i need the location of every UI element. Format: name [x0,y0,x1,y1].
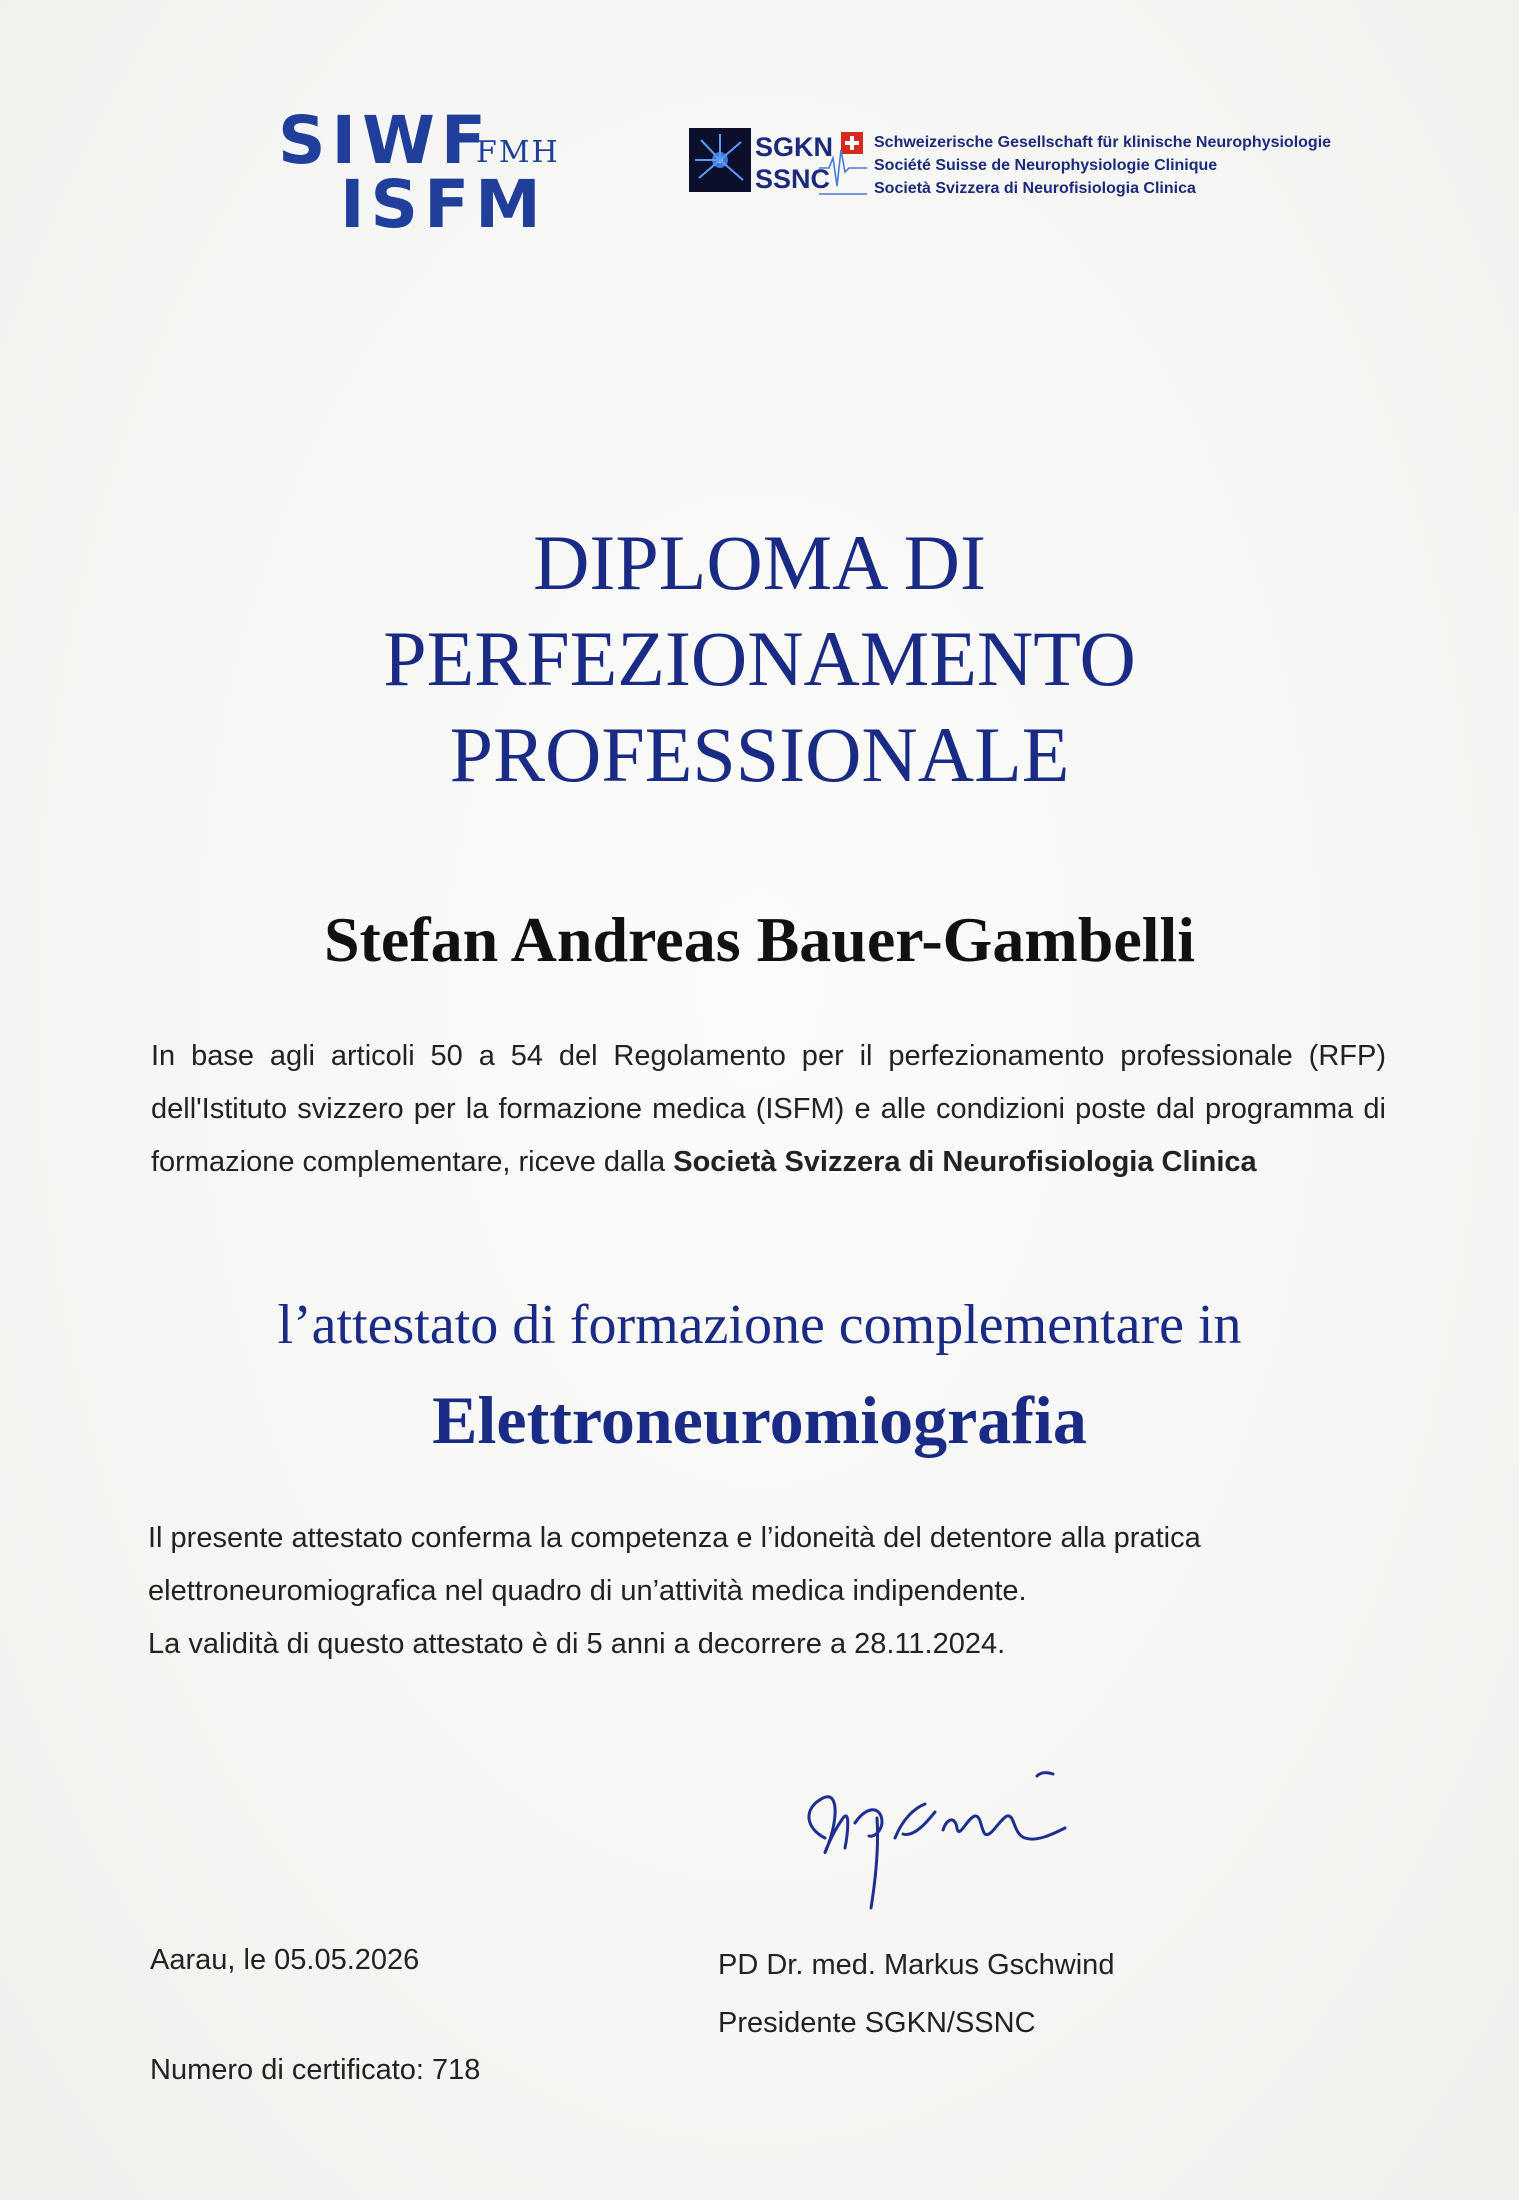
place-and-date: Aarau, le 05.05.2026 [150,1944,420,1976]
certificate-number: Numero di certificato: 718 [150,2054,481,2086]
diploma-title [0,515,1519,803]
svg-text:SGKN: SGKN [755,132,834,162]
title-line1: DIPLOMA DI [533,519,986,606]
svg-text:SSNC: SSNC [755,164,831,194]
legal-basis-text: In base agli articoli 50 a 54 del Regolamento per il perfezionamento professionale (RFP) dell'Istituto svizzero per la formazione medica (ISFM) e alle condizioni poste dal programma di formazione complementare, riceve dalla [151,1040,1386,1178]
handwritten-signature [785,1768,1095,1928]
title-line3: PROFESSIONALE [449,711,1070,798]
siwf-logo-line2: ISFM [340,166,547,243]
sgkn-ssnc-logo [689,128,1332,200]
certificate-intro: l’attestato di formazione complementare in [277,1294,1242,1356]
signer-name: PD Dr. med. Markus Gschwind [718,1949,1115,1981]
issuing-society: Società Svizzera di Neurofisiologia Clinica [673,1146,1257,1178]
certificate-field: Elettroneuromiografia [432,1382,1087,1458]
legal-basis-paragraph [151,1030,1386,1189]
competence-paragraph [148,1512,1393,1671]
sgkn-name-de: Schweizerische Gesellschaft für klinische Neurophysiologie [874,134,1332,151]
signer-block [718,1936,1114,2052]
validity-text: La validità di questo attestato è di 5 anni a decorrere a 28.11.2024. [148,1628,1006,1660]
neuron-icon [689,128,869,196]
competence-text: Il presente attestato conferma la competenza e l’idoneità del detentore alla pratica elettroneuromiografica nel quadro di un’attività medica indipendente. [148,1522,1201,1607]
sgkn-society-names [874,131,1331,200]
signer-role: Presidente SGKN/SSNC [718,2007,1036,2039]
title-line2: PERFEZIONAMENTO [383,615,1136,702]
siwf-logo-fmh: FMH [476,135,560,170]
sgkn-name-it: Società Svizzera di Neurofisiologia Clinica [874,180,1196,197]
sgkn-name-fr: Société Suisse de Neurophysiologie Clinique [874,157,1218,174]
recipient-name: Stefan Andreas Bauer-Gambelli [323,904,1196,975]
siwf-logo-line1: SIWF [278,102,492,179]
siwf-isfm-logo [278,102,568,243]
sgkn-logo-mark [689,128,869,196]
